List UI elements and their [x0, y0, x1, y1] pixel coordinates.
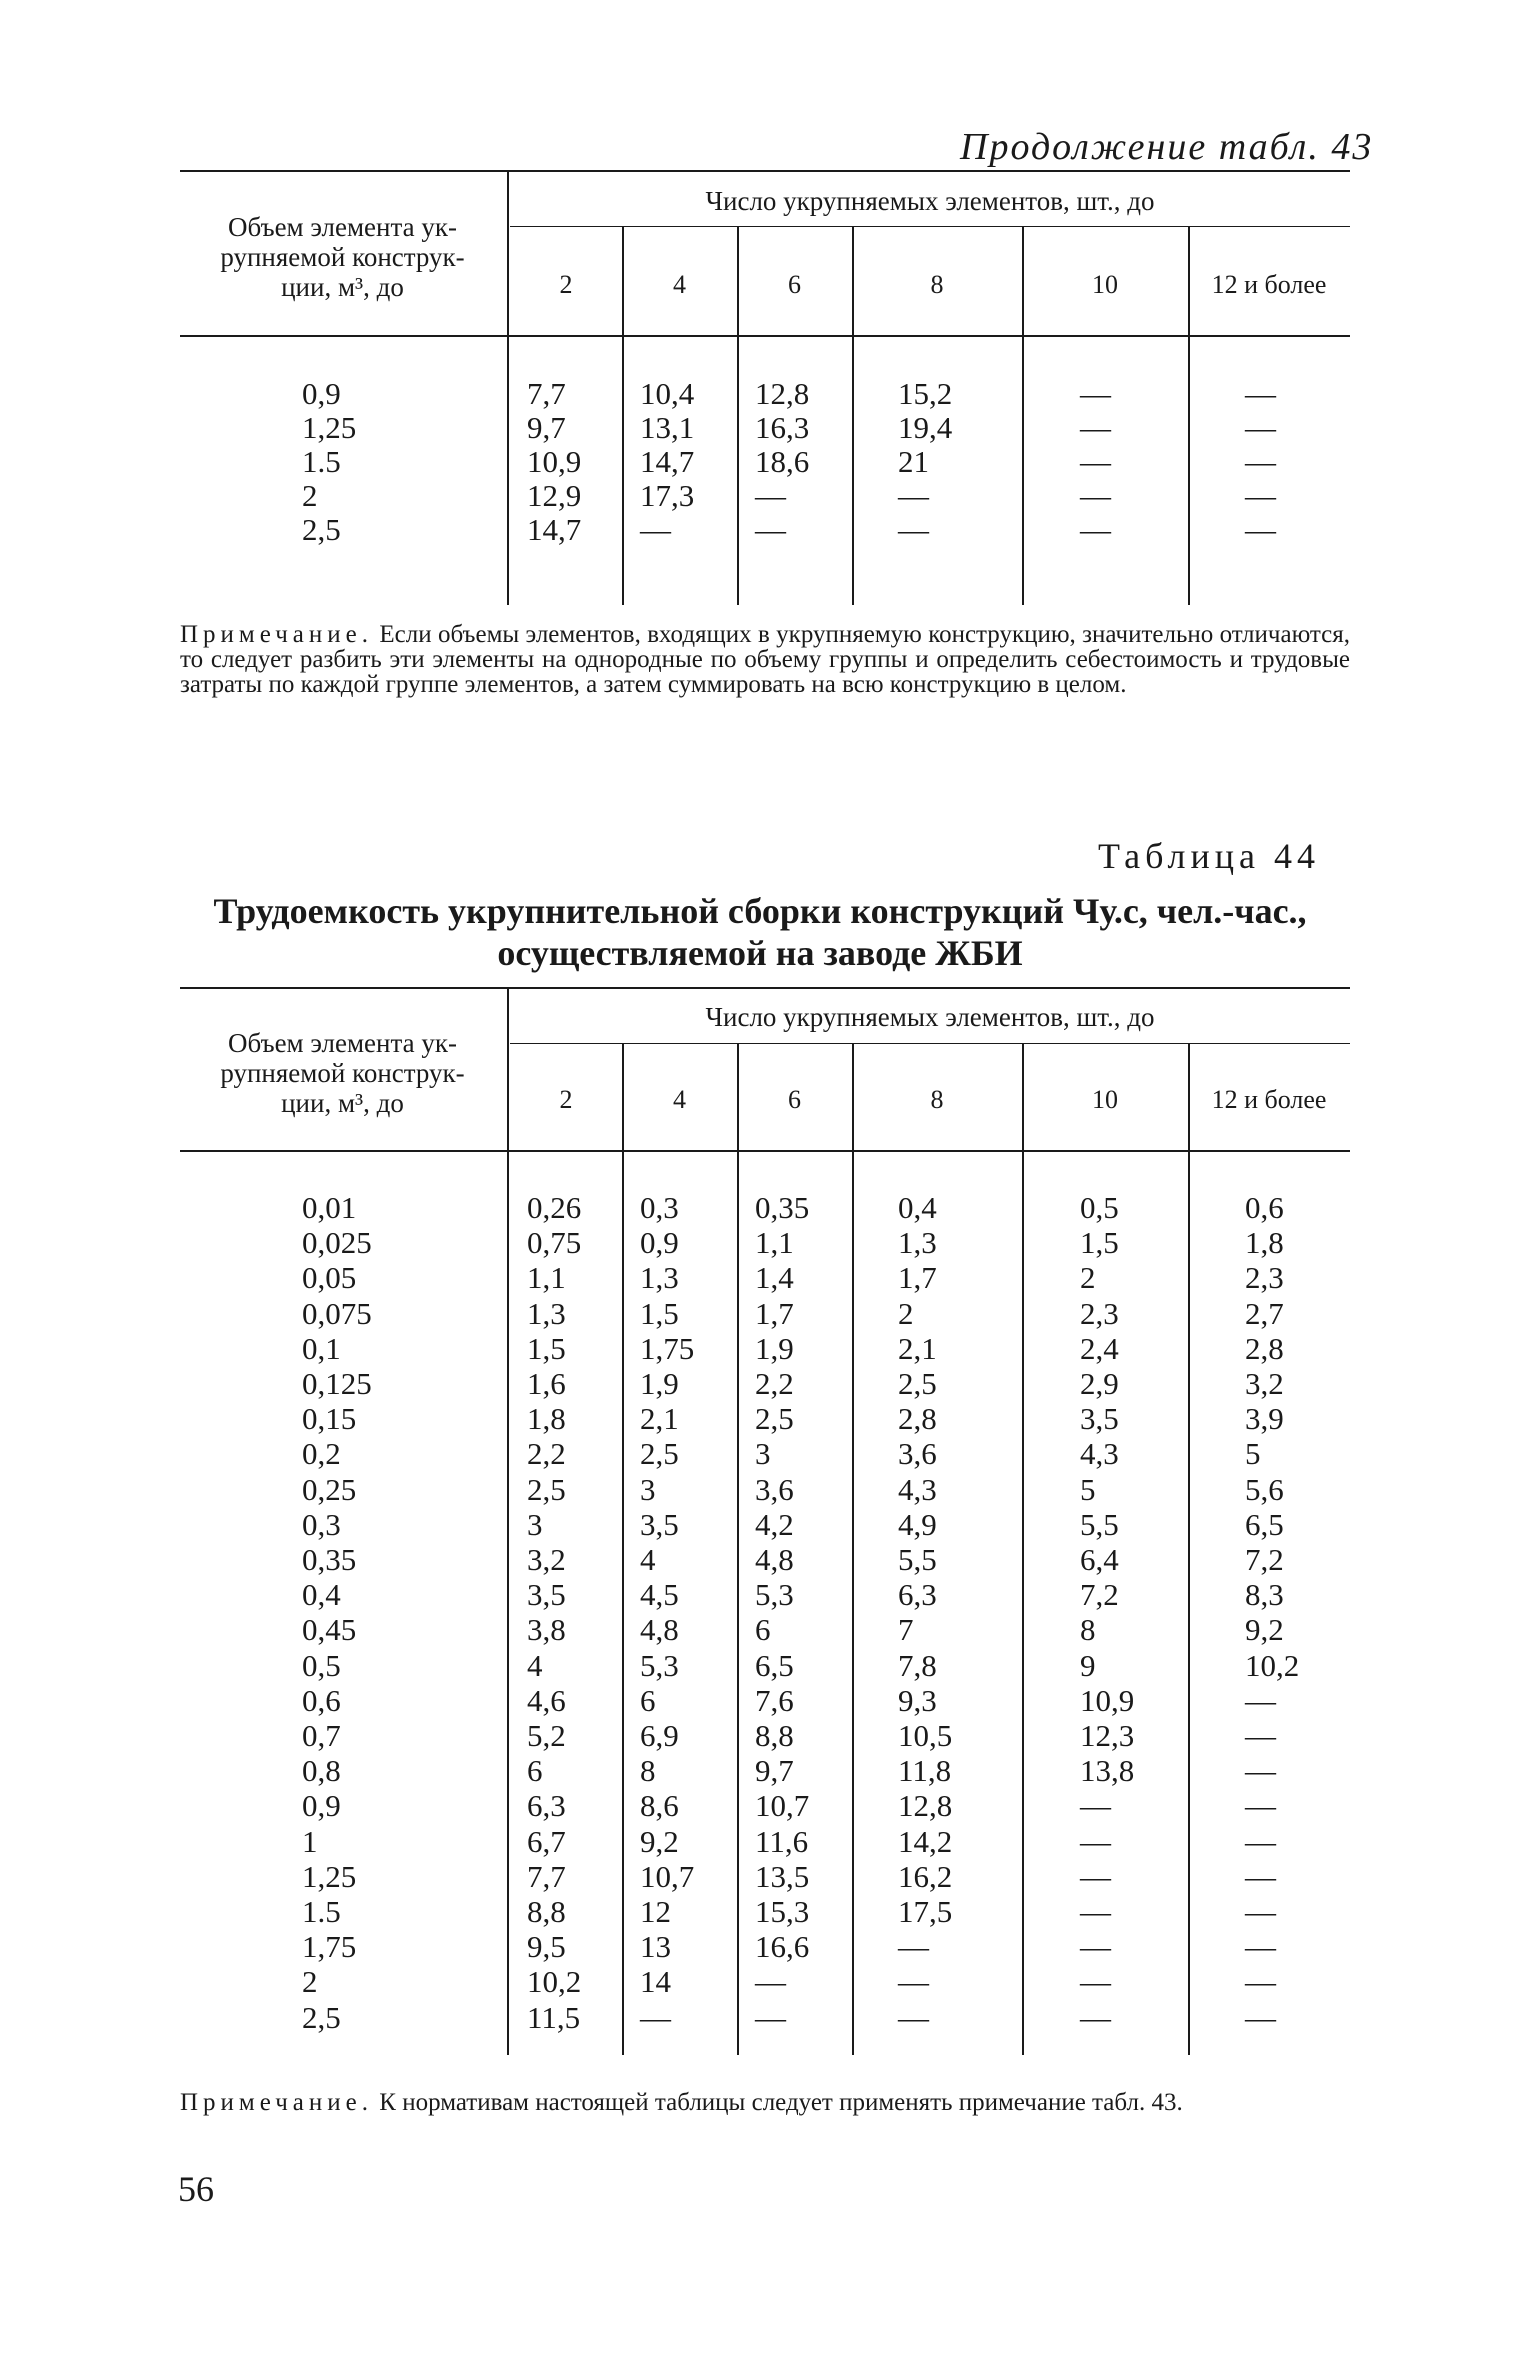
table44-cell: 3,8	[527, 1612, 566, 1648]
table43-cell: —	[1245, 376, 1276, 411]
table44-row-volume: 0,05	[302, 1260, 357, 1296]
table44-row-volume: 0,9	[302, 1788, 341, 1824]
table44-cell: 1,6	[527, 1366, 566, 1401]
table43-cell: —	[755, 512, 786, 547]
table44-cell: 7,7	[527, 1858, 566, 1894]
table43-row-volume: 2,5	[302, 512, 341, 547]
table44-row-volume: 0,2	[302, 1436, 341, 1472]
table43-column-header: 4	[673, 270, 686, 299]
table43-note-text: Если объемы элементов, входящих в укрупняемую конструкцию, значительно отличаются, то следует разбить эти элементы на однородные по объему группы и определить себестоимость и трудовые затраты по каждой группе элементов, а затем суммировать на всю конструкцию в целом.	[180, 621, 1350, 698]
table43-cell: 15,2	[898, 376, 953, 411]
table44-cell: 11,5	[527, 1999, 581, 2035]
table44-cell: 9,7	[755, 1753, 794, 1789]
table44-cell: 2,8	[1245, 1330, 1284, 1366]
table43-column-header: 2	[559, 270, 573, 299]
table44-row-volume: 0,125	[302, 1366, 372, 1401]
table44-cell: 2,3	[1245, 1260, 1284, 1296]
table44-cell: 9,2	[640, 1823, 679, 1859]
table44-cell: 2,7	[1245, 1295, 1284, 1331]
table43-cell: —	[1245, 410, 1276, 445]
table44-column-header: 12 и более	[1211, 1085, 1327, 1114]
table44-cell: —	[1245, 1682, 1276, 1718]
table44-cell: 1,9	[640, 1366, 679, 1401]
table43-cell: 10,9	[527, 444, 582, 479]
table44-cell: 0,26	[527, 1190, 582, 1225]
table44-row-volume: 2,5	[302, 1999, 341, 2035]
table43-cell: —	[1080, 444, 1111, 479]
table44-cell: 3,2	[1245, 1366, 1284, 1401]
table44-title-line2: осуществляемой на заводе ЖБИ	[497, 933, 1023, 973]
table44-row-volume: 0,4	[302, 1577, 341, 1613]
table44-cell: 3	[527, 1506, 543, 1542]
table44-cell: 7,2	[1245, 1542, 1284, 1577]
table44-row-volume: 0,6	[302, 1682, 341, 1718]
table44-cell: 7,6	[755, 1682, 794, 1718]
table44-row-volume: 1	[302, 1823, 318, 1859]
table44-cell: 0,5	[1080, 1190, 1119, 1225]
table43-column-header: 10	[1092, 270, 1118, 299]
table44-cell: 4	[527, 1647, 543, 1683]
table43-row-volume: 1,25	[302, 410, 357, 445]
table44-cell: —	[755, 1999, 786, 2035]
table44-cell: 2,2	[527, 1436, 566, 1472]
table44-note-text: К нормативам настоящей таблицы следует применять примечание табл. 43.	[379, 2089, 1183, 2116]
table44-cell: 2,5	[755, 1401, 794, 1437]
table44-cell: 3,6	[755, 1471, 794, 1507]
table44-row-volume: 0,7	[302, 1718, 341, 1753]
table44-cell: 2,4	[1080, 1330, 1119, 1366]
table44-header-rule	[180, 1150, 1350, 1152]
table44-cell: —	[1080, 1823, 1111, 1859]
table43-note-label: Примечание.	[180, 621, 374, 648]
table43-column-header: 8	[930, 270, 944, 299]
table44-column-rule	[622, 1044, 624, 2055]
table44-cell: 1,75	[640, 1330, 695, 1366]
table43-continuation-title: Продолжение табл. 43	[960, 126, 1374, 168]
table44-cell: 1,4	[755, 1260, 794, 1296]
table44-cell: —	[1245, 1964, 1276, 2000]
table44-group-header: Число укрупняемых элементов, шт., до	[705, 1002, 1155, 1032]
table43-group-header: Число укрупняемых элементов, шт., до	[705, 186, 1155, 216]
page-number: 56	[178, 2169, 214, 2209]
table44-cell: 1,5	[640, 1295, 679, 1331]
table43-cell: —	[640, 512, 671, 547]
table44-cell: 6,3	[898, 1577, 937, 1613]
table44-row-volume: 0,15	[302, 1401, 357, 1437]
table44-cell: 6,7	[527, 1823, 566, 1859]
table44-cell: 2,5	[898, 1366, 937, 1401]
table43-note	[180, 622, 1350, 697]
table44-cell: 5	[1080, 1471, 1096, 1507]
table43-cell: 13,1	[640, 410, 695, 445]
table44-cell: 14,2	[898, 1823, 953, 1859]
table43-column-header: 6	[788, 270, 801, 299]
table44-title-line1: Трудоемкость укрупнительной сборки конструкций Чу.с, чел.-час.,	[213, 891, 1307, 931]
table44-cell: 5	[1245, 1436, 1261, 1472]
table43-cell: 12,9	[527, 478, 582, 513]
table44-cell: 8,6	[640, 1788, 679, 1824]
table44-cell: 4,5	[640, 1577, 679, 1613]
table44-cell: 7,8	[898, 1647, 937, 1683]
table43-cell: —	[1080, 478, 1111, 513]
table44-cell: 4,6	[527, 1682, 566, 1718]
table43-row-volume: 2	[302, 478, 318, 513]
table44-column-rule	[1022, 1044, 1024, 2055]
table44-column-header: 6	[788, 1085, 801, 1114]
table44-cell: 1,5	[527, 1330, 566, 1366]
table44-cell: 6	[640, 1682, 656, 1718]
table44-row-volume: 0,5	[302, 1647, 341, 1683]
table43-cell: —	[1245, 444, 1276, 479]
table44-cell: 16,2	[898, 1858, 953, 1894]
table44-cell: 6	[755, 1612, 771, 1648]
table43-cell: 14,7	[640, 444, 695, 479]
table44-cell: 1,7	[898, 1260, 937, 1296]
table44-cell: 2,8	[898, 1401, 937, 1437]
table44-number: Таблица 44	[1098, 836, 1320, 876]
table44-column-header: 4	[673, 1085, 686, 1114]
table44-cell: 6,5	[755, 1647, 794, 1683]
table44-cell: 14	[640, 1964, 671, 2000]
table43-cell: —	[898, 478, 929, 513]
table43-cell: 16,3	[755, 410, 810, 445]
table43-cell: —	[1080, 410, 1111, 445]
table44-cell: 1,3	[640, 1260, 679, 1296]
table43-row-volume: 1.5	[302, 444, 341, 479]
table44-cell: 4,9	[898, 1506, 937, 1542]
table44-cell: —	[1080, 1964, 1111, 2000]
table44-cell: 4,8	[640, 1612, 679, 1648]
table43-row-volume: 0,9	[302, 376, 341, 411]
table44-cell: 9,2	[1245, 1612, 1284, 1648]
table44-cell: 3,5	[527, 1577, 566, 1613]
table43-cell: 14,7	[527, 512, 582, 547]
table44-cell: 11,8	[898, 1753, 952, 1789]
table44-cell: 8,8	[527, 1894, 566, 1929]
table44-cell: 10,7	[640, 1858, 695, 1894]
table43-cell: 9,7	[527, 410, 566, 445]
table44-note	[180, 2090, 1350, 2115]
table43-cell: —	[1245, 478, 1276, 513]
table44-column-header: 2	[559, 1085, 573, 1114]
table44-row-volume: 0,1	[302, 1330, 341, 1366]
table44-cell: 6	[527, 1753, 543, 1789]
table44-cell: —	[898, 1929, 929, 1965]
table44-cell: —	[640, 1999, 671, 2035]
table44-cell: —	[1245, 1929, 1276, 1965]
table44-cell: 13	[640, 1929, 671, 1965]
table43-column-header: 12 и более	[1211, 270, 1327, 299]
table44-cell: 0,3	[640, 1190, 679, 1225]
table44-note-label: Примечание.	[180, 2089, 374, 2116]
table44-column-rule	[737, 1044, 739, 2055]
table44-row-volume: 2	[302, 1964, 318, 2000]
table44-cell: 13,8	[1080, 1753, 1135, 1789]
table44-cell: —	[1245, 1894, 1276, 1929]
table44-row-header: Объем элемента ук- рупняемой конструк- ции, м³, до	[220, 1028, 465, 1118]
table44-cell: 2,9	[1080, 1366, 1119, 1401]
table44-group-rule	[510, 1043, 1350, 1044]
table44-cell: —	[1080, 1929, 1111, 1965]
table44-cell: 1,3	[898, 1225, 937, 1261]
table44-cell: 10,2	[527, 1964, 582, 2000]
table44-column-header: 10	[1092, 1085, 1118, 1114]
table44-cell: 3	[640, 1471, 656, 1507]
table44-row-volume: 0,25	[302, 1471, 357, 1507]
table44-cell: 6,5	[1245, 1506, 1284, 1542]
table44-cell: —	[1245, 1823, 1276, 1859]
table44-cell: —	[1080, 1999, 1111, 2035]
table44-cell: 10,9	[1080, 1682, 1135, 1718]
table44-cell: 1,5	[1080, 1225, 1119, 1261]
table44-cell: 5,6	[1245, 1471, 1284, 1507]
table43-header-rule	[180, 335, 1350, 337]
table44-cell: 10,2	[1245, 1647, 1300, 1683]
table44-cell: 5,5	[898, 1542, 937, 1577]
table43-cell: —	[898, 512, 929, 547]
table43-top-rule	[180, 170, 1350, 172]
table44-cell: 1,1	[527, 1260, 566, 1296]
table44-cell: —	[1245, 1858, 1276, 1894]
table44-cell: 8,8	[755, 1718, 794, 1753]
table43-cell: —	[755, 478, 786, 513]
table44-cell: 0,4	[898, 1190, 937, 1225]
table44-cell: 8,3	[1245, 1577, 1284, 1613]
table44-cell: 5,3	[640, 1647, 679, 1683]
table44-cell: 0,75	[527, 1225, 582, 1261]
table44-cell: 2,5	[640, 1436, 679, 1472]
table43-cell: —	[1080, 512, 1111, 547]
table44-cell: 3,5	[640, 1506, 679, 1542]
table44-cell: 2,3	[1080, 1295, 1119, 1331]
table44-cell: 1,1	[755, 1225, 794, 1261]
table44-cell: 2	[898, 1295, 914, 1331]
table44-cell: 1,8	[527, 1401, 566, 1437]
table44-cell: 9,5	[527, 1929, 566, 1965]
table44-cell: 8	[640, 1753, 656, 1789]
table43-cell: —	[1245, 512, 1276, 547]
table44-cell: 16,6	[755, 1929, 810, 1965]
table44-stub-rule	[507, 989, 509, 2055]
table44-cell: 4,8	[755, 1542, 794, 1577]
table43-cell: 7,7	[527, 376, 566, 411]
table44-cell: 3,2	[527, 1542, 566, 1577]
table44-cell: 8	[1080, 1612, 1096, 1648]
table44-cell: 0,35	[755, 1190, 810, 1225]
table44-cell: 2,2	[755, 1366, 794, 1401]
table44-cell: —	[1245, 1753, 1276, 1789]
table44-cell: 0,6	[1245, 1190, 1284, 1225]
table44-cell: —	[1080, 1894, 1111, 1929]
table44-cell: 4,2	[755, 1506, 794, 1542]
table44-cell: 3	[755, 1436, 771, 1472]
table44-cell: 1,3	[527, 1295, 566, 1331]
table44-cell: 0,9	[640, 1225, 679, 1261]
table43-group-rule	[510, 226, 1350, 227]
table44-cell: 13,5	[755, 1858, 810, 1894]
table43-cell: 10,4	[640, 376, 695, 411]
table44-cell: 2,1	[898, 1330, 937, 1366]
table44-row-volume: 1.5	[302, 1894, 341, 1929]
table44-cell: 12	[640, 1894, 671, 1929]
table44-cell: 5,3	[755, 1577, 794, 1613]
table44-cell: —	[1080, 1858, 1111, 1894]
table44-cell: —	[1080, 1788, 1111, 1824]
table44-top-rule	[180, 987, 1350, 989]
table43-cell: 18,6	[755, 444, 810, 479]
table44-cell: 1,9	[755, 1330, 794, 1366]
table44-cell: 3,6	[898, 1436, 937, 1472]
table44-row-volume: 0,8	[302, 1753, 341, 1789]
table44-cell: 2,1	[640, 1401, 679, 1437]
table44-cell: —	[1245, 1788, 1276, 1824]
table44-cell: 4,3	[1080, 1436, 1119, 1472]
table44-cell: 9,3	[898, 1682, 937, 1718]
table44-row-volume: 0,075	[302, 1295, 372, 1331]
table43-stub-rule	[507, 172, 509, 605]
table44-cell: 11,6	[755, 1823, 809, 1859]
table44-column-rule	[1188, 1044, 1190, 2055]
table44-cell: 12,3	[1080, 1718, 1135, 1753]
table44-row-volume: 0,35	[302, 1542, 357, 1577]
table44-row-volume: 0,45	[302, 1612, 357, 1648]
table44-cell: 15,3	[755, 1894, 810, 1929]
table44-cell: —	[1245, 1999, 1276, 2035]
table44-cell: 3,9	[1245, 1401, 1284, 1437]
table44-cell: 2	[1080, 1260, 1096, 1296]
table44-cell: 4	[640, 1542, 656, 1577]
table44-cell: 10,7	[755, 1788, 810, 1824]
table44-cell: 6,9	[640, 1718, 679, 1753]
table44-cell: 7,2	[1080, 1577, 1119, 1613]
table44-cell: 1,8	[1245, 1225, 1284, 1261]
table44-cell: 6,4	[1080, 1542, 1119, 1577]
table44-column-header: 8	[930, 1085, 944, 1114]
table44-cell: 12,8	[898, 1788, 953, 1824]
table44-cell: —	[755, 1964, 786, 2000]
table43-cell: 21	[898, 444, 929, 479]
table43-cell: 12,8	[755, 376, 810, 411]
table44-row-volume: 1,25	[302, 1858, 357, 1894]
table43-row-header: Объем элемента ук- рупняемой конструк- ции, м³, до	[220, 212, 465, 302]
table44-cell: 4,3	[898, 1471, 937, 1507]
table44-cell: 6,3	[527, 1788, 566, 1824]
table44-cell: 9	[1080, 1647, 1096, 1683]
table44-cell: —	[898, 1964, 929, 2000]
table44-cell: 3,5	[1080, 1401, 1119, 1437]
table44-cell: 10,5	[898, 1718, 953, 1753]
table44-cell: —	[1245, 1718, 1276, 1753]
table44-row-volume: 0,01	[302, 1190, 357, 1225]
table43-cell: —	[1080, 376, 1111, 411]
table44-cell: 7	[898, 1612, 914, 1648]
table43-cell: 17,3	[640, 478, 695, 513]
table43-cell: 19,4	[898, 410, 953, 445]
table44-cell: 5,2	[527, 1718, 566, 1753]
table44-cell: 2,5	[527, 1471, 566, 1507]
table44-row-volume: 1,75	[302, 1929, 357, 1965]
table44-row-volume: 0,025	[302, 1225, 372, 1261]
table44-cell: 1,7	[755, 1295, 794, 1331]
table44-cell: —	[898, 1999, 929, 2035]
table44-column-rule	[852, 1044, 854, 2055]
table44-cell: 17,5	[898, 1894, 953, 1929]
table44-row-volume: 0,3	[302, 1506, 341, 1542]
table44-cell: 5,5	[1080, 1506, 1119, 1542]
